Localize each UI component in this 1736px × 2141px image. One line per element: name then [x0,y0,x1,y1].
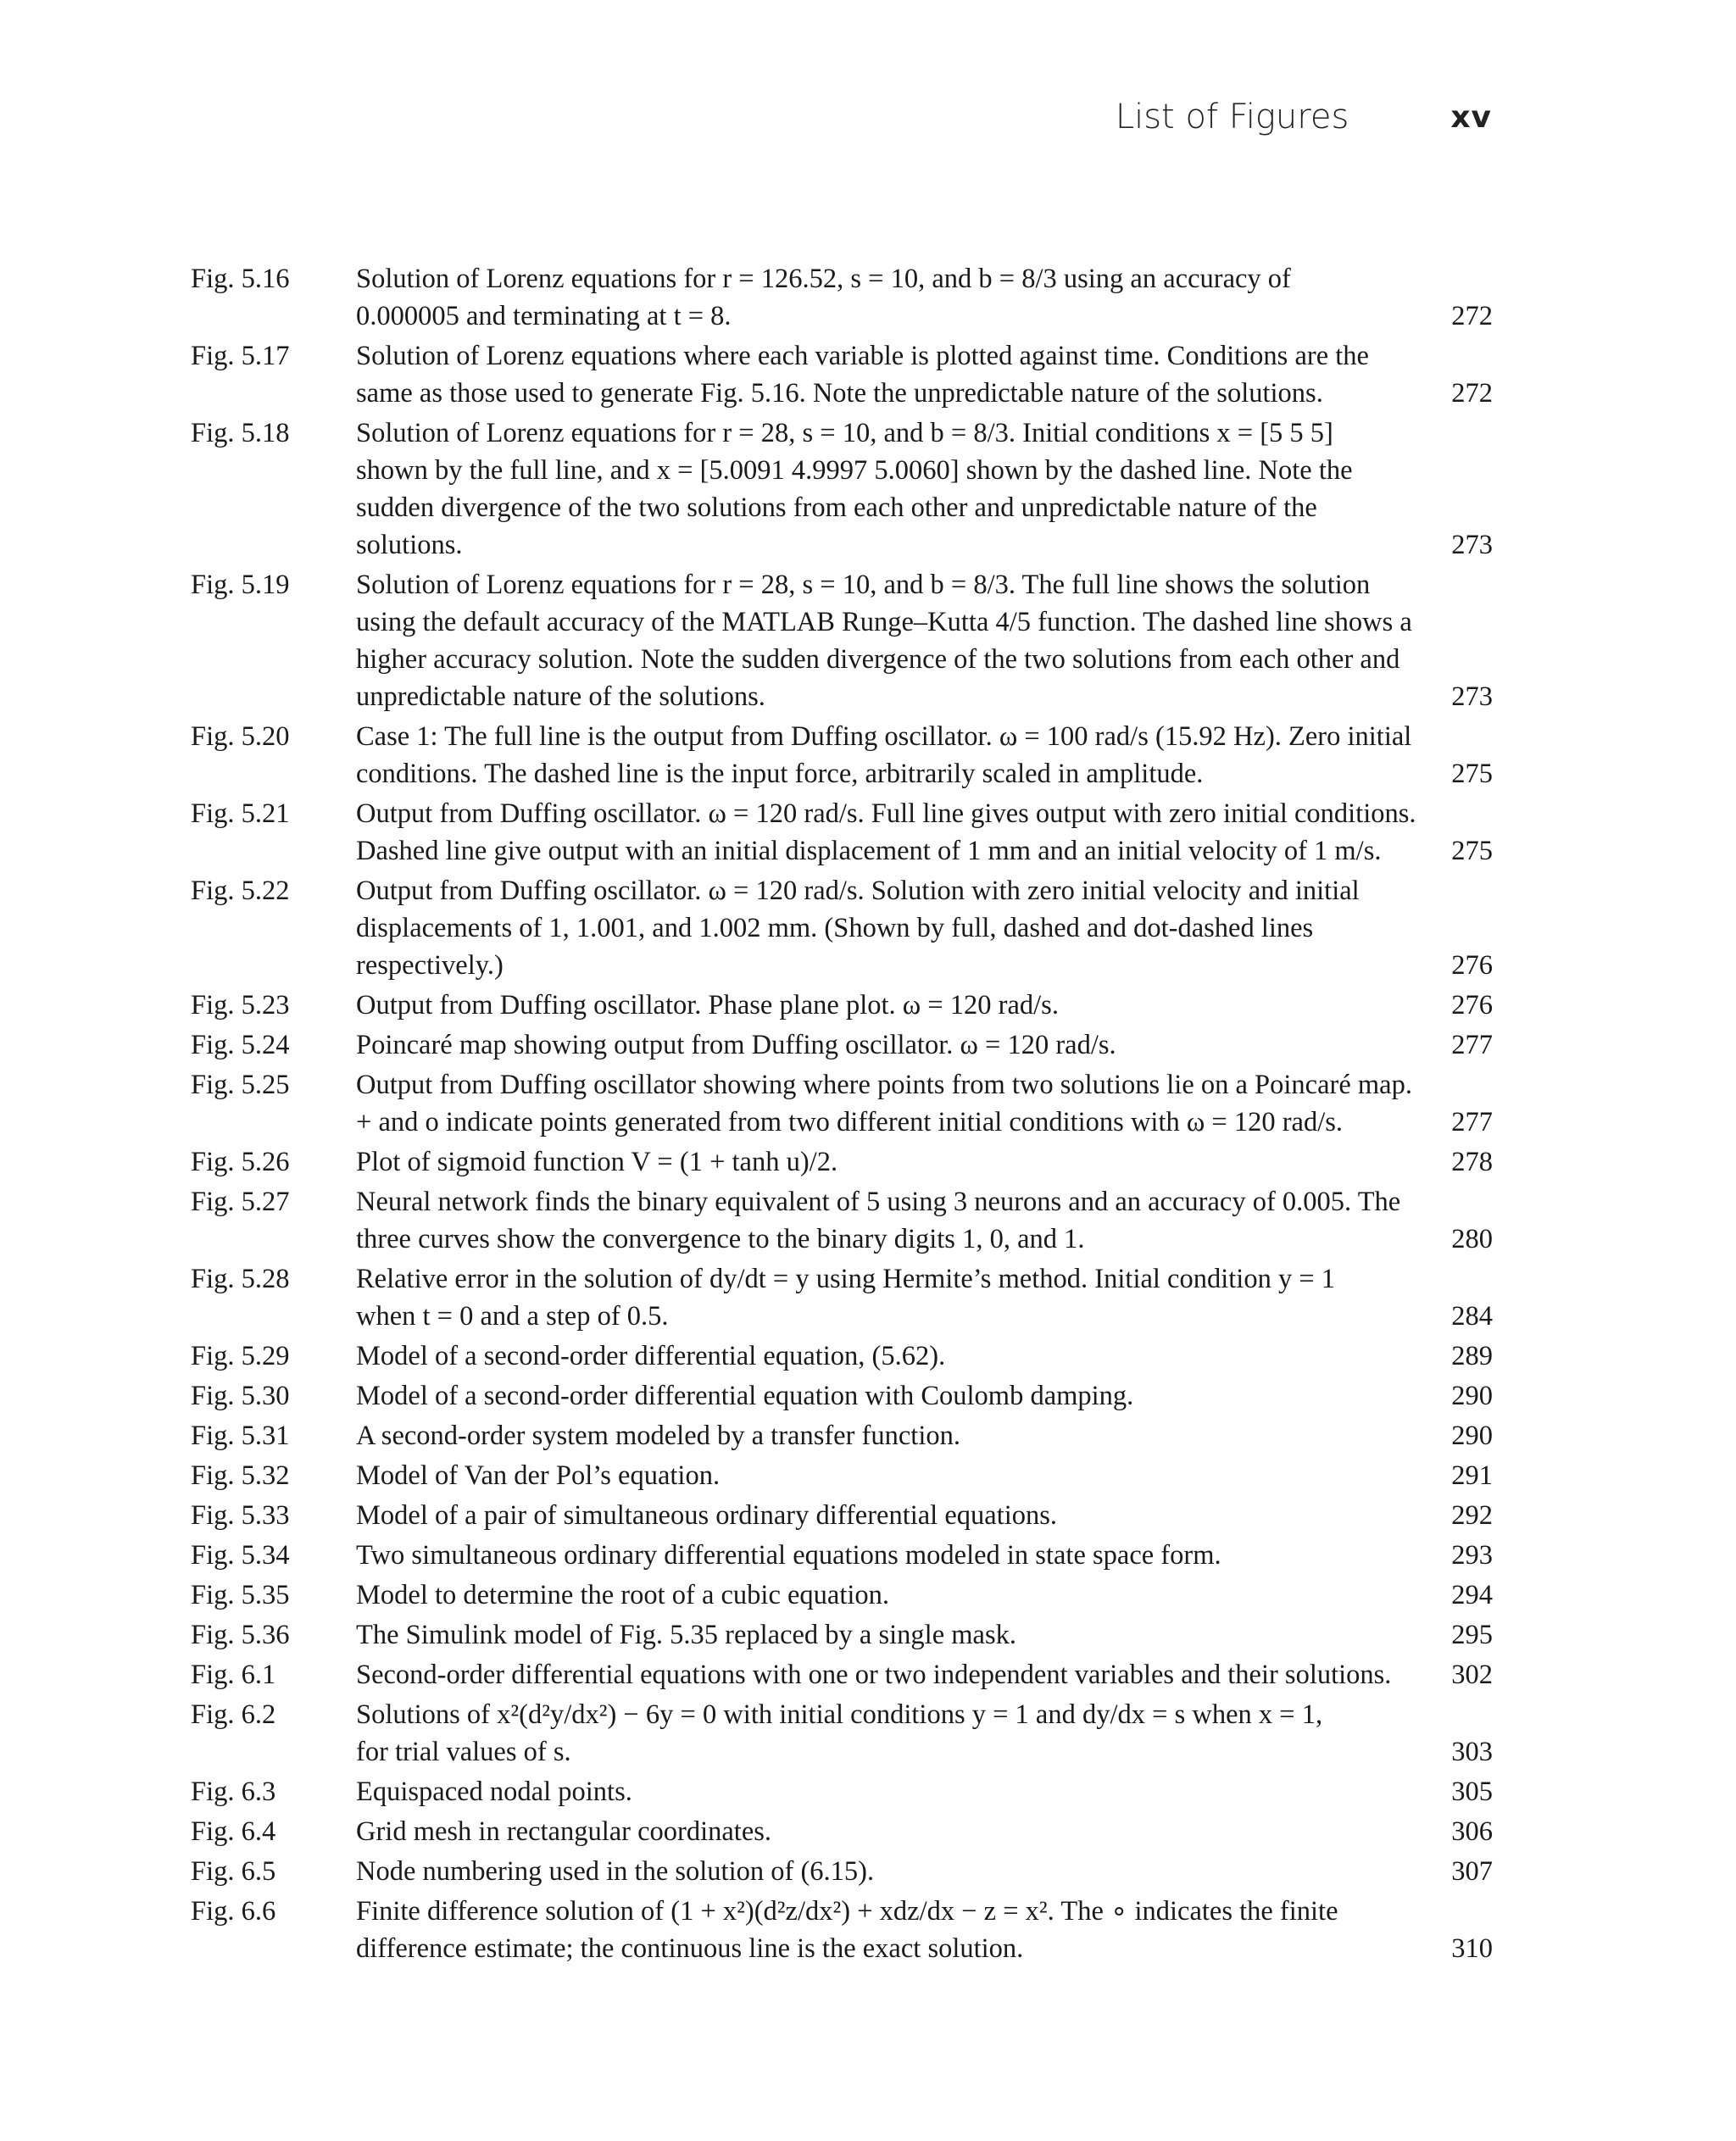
figure-entry [191,1377,1493,1415]
figure-entry [191,1337,1493,1375]
figure-caption [356,1026,1493,1064]
caption-text: Solutions of x²(d²y/dx²) − 6y = 0 with initial conditions y = 1 and dy/dx = s when x = 1, [356,1699,1323,1730]
figure-number: Fig. 5.25 [191,1070,290,1100]
figure-page-number[interactable]: 305 [1451,1777,1493,1807]
caption-text: Model of a second-order differential equation with Coulomb damping. [356,1381,1134,1411]
caption-line [356,1337,1493,1375]
caption-text: Dashed line give output with an initial displacement of 1 mm and an initial velocity of 1 m/s. [356,836,1382,866]
figure-entry [191,260,1493,335]
figure-caption [356,987,1493,1024]
figure-number: Fig. 5.36 [191,1620,290,1650]
figure-entry [191,1026,1493,1064]
figure-number: Fig. 5.26 [191,1147,290,1177]
caption-line [356,526,1493,564]
caption-text: Solution of Lorenz equations for r = 28, s = 10, and b = 8/3. The full line shows the solution [356,570,1371,600]
caption-text: Output from Duffing oscillator. Phase plane plot. ω = 120 rad/s. [356,990,1059,1020]
figure-entry [191,795,1493,870]
caption-text: higher accuracy solution. Note the sudden divergence of the two solutions from each other and [356,644,1400,675]
caption-text: Plot of sigmoid function V = (1 + tanh u)/2. [356,1147,838,1177]
figure-number: Fig. 6.3 [191,1777,276,1807]
figure-page-number[interactable]: 273 [1451,681,1493,712]
figure-number: Fig. 5.30 [191,1381,290,1411]
caption-text: Output from Duffing oscillator. ω = 120 rad/s. Full line gives output with zero initial conditions. [356,798,1416,829]
caption-line [356,909,1493,947]
figure-number: Fig. 5.19 [191,570,290,600]
caption-line [356,414,1493,452]
caption-line [356,1537,1493,1574]
caption-line [356,1696,1493,1733]
caption-text: Finite difference solution of (1 + x²)(d²z/dx²) + xdz/dx − z = x². The ∘ indicates the finite [356,1896,1338,1927]
caption-text: Two simultaneous ordinary differential equations modeled in state space form. [356,1540,1221,1571]
caption-text: Equispaced nodal points. [356,1777,632,1807]
figure-page-number[interactable]: 275 [1451,836,1493,866]
figure-caption [356,1656,1493,1693]
figure-page-number[interactable]: 289 [1451,1341,1493,1371]
figure-number: Fig. 5.20 [191,721,290,752]
caption-text: displacements of 1, 1.001, and 1.002 mm. (Shown by full, dashed and dot-dashed lines [356,913,1314,943]
figure-number: Fig. 5.27 [191,1187,290,1217]
figure-page-number[interactable]: 303 [1451,1737,1493,1767]
figure-page-number[interactable]: 293 [1451,1540,1493,1571]
figure-caption [356,566,1493,715]
figure-number: Fig. 5.23 [191,990,290,1020]
caption-text: Solution of Lorenz equations where each variable is plotted against time. Conditions are the [356,341,1369,371]
caption-text: Solution of Lorenz equations for r = 126.52, s = 10, and b = 8/3 using an accuracy of [356,264,1291,294]
figure-entry [191,1417,1493,1454]
caption-line [356,1457,1493,1494]
figure-entry [191,1260,1493,1335]
caption-line [356,1930,1493,1967]
figure-caption [356,1417,1493,1454]
figure-page-number[interactable]: 278 [1451,1147,1493,1177]
figure-number: Fig. 6.1 [191,1660,276,1690]
caption-text: Model of a pair of simultaneous ordinary differential equations. [356,1500,1058,1531]
caption-line [356,947,1493,984]
caption-line [356,375,1493,412]
caption-text: Output from Duffing oscillator. ω = 120 rad/s. Solution with zero initial velocity and initial [356,876,1360,906]
figure-caption [356,1696,1493,1771]
figure-entry [191,1577,1493,1614]
figure-page-number[interactable]: 272 [1451,378,1493,409]
caption-text: using the default accuracy of the MATLAB Runge–Kutta 4/5 function. The dashed line shows a [356,607,1412,637]
figure-caption [356,1260,1493,1335]
figure-caption [356,718,1493,792]
caption-line [356,872,1493,909]
page-number: xv [1450,99,1492,135]
figure-page-number[interactable]: 306 [1451,1816,1493,1847]
caption-line [356,1104,1493,1141]
figure-page-number[interactable]: 277 [1451,1107,1493,1137]
figure-entry [191,1813,1493,1850]
figure-caption [356,1377,1493,1415]
caption-line [356,1298,1493,1335]
figure-entry [191,414,1493,564]
figure-entry [191,1066,1493,1141]
caption-text: for trial values of s. [356,1737,571,1767]
caption-line [356,1656,1493,1693]
figure-number: Fig. 5.32 [191,1460,290,1491]
figure-entry [191,337,1493,412]
caption-text: unpredictable nature of the solutions. [356,681,765,712]
figure-number: Fig. 6.6 [191,1896,276,1927]
caption-line [356,603,1493,641]
caption-line [356,1893,1493,1930]
caption-line [356,1143,1493,1181]
caption-line [356,489,1493,526]
caption-text: three curves show the convergence to the binary digits 1, 0, and 1. [356,1224,1085,1254]
caption-text: A second-order system modeled by a transfer function. [356,1421,960,1451]
caption-text: same as those used to generate Fig. 5.16. Note the unpredictable nature of the solutions. [356,378,1323,409]
caption-line [356,260,1493,298]
figure-entry [191,718,1493,792]
figure-number: Fig. 5.21 [191,798,290,829]
caption-line [356,566,1493,603]
figure-page-number[interactable]: 280 [1451,1224,1493,1254]
figure-number: Fig. 5.16 [191,264,290,294]
figure-number: Fig. 5.24 [191,1030,290,1060]
figure-page-number[interactable]: 284 [1451,1301,1493,1332]
caption-text: respectively.) [356,950,504,981]
figure-page-number[interactable]: 275 [1451,759,1493,789]
figure-number: Fig. 5.22 [191,876,290,906]
figure-entry [191,1696,1493,1771]
running-head: List of Figures [1115,97,1349,136]
figure-caption [356,1457,1493,1494]
figure-page-number[interactable]: 273 [1451,530,1493,560]
figure-caption [356,260,1493,335]
caption-line [356,718,1493,755]
figure-entry [191,872,1493,984]
caption-line [356,1813,1493,1850]
figure-entry [191,1537,1493,1574]
figure-number: Fig. 6.2 [191,1699,276,1730]
caption-text: difference estimate; the continuous line is the exact solution. [356,1933,1024,1964]
caption-text: Neural network finds the binary equivalent of 5 using 3 neurons and an accuracy of 0.005. The [356,1187,1401,1217]
figure-page-number[interactable]: 290 [1451,1421,1493,1451]
caption-text: Case 1: The full line is the output from Duffing oscillator. ω = 100 rad/s (15.92 Hz). Zero initial [356,721,1412,752]
caption-line [356,678,1493,715]
caption-line [356,1773,1493,1810]
caption-text: 0.000005 and terminating at t = 8. [356,301,732,331]
caption-text: Output from Duffing oscillator showing where points from two solutions lie on a Poincaré map. [356,1070,1412,1100]
figure-caption [356,795,1493,870]
figure-page-number[interactable]: 272 [1451,301,1493,331]
caption-line [356,1616,1493,1654]
figure-caption [356,1616,1493,1654]
figure-number: Fig. 5.33 [191,1500,290,1531]
caption-line [356,1733,1493,1771]
figure-number: Fig. 5.17 [191,341,290,371]
figure-entry [191,1457,1493,1494]
figure-caption [356,1773,1493,1810]
caption-line [356,1066,1493,1104]
figure-entry [191,1183,1493,1258]
figure-number: Fig. 6.5 [191,1856,276,1887]
figure-page-number[interactable]: 310 [1451,1933,1493,1964]
caption-line [356,337,1493,375]
figure-page-number[interactable]: 277 [1451,1030,1493,1060]
caption-line [356,1183,1493,1221]
caption-line [356,1853,1493,1890]
figure-caption [356,1813,1493,1850]
caption-text: + and o indicate points generated from two different initial conditions with ω = 120 rad/s. [356,1107,1344,1137]
figure-caption [356,872,1493,984]
caption-text: sudden divergence of the two solutions from each other and unpredictable nature of the [356,492,1317,523]
caption-text: Solution of Lorenz equations for r = 28, s = 10, and b = 8/3. Initial conditions x = [5 5 5] [356,418,1333,448]
figure-entry [191,566,1493,715]
caption-text: Node numbering used in the solution of (6.15). [356,1856,875,1887]
caption-line [356,452,1493,489]
figure-entry [191,1893,1493,1967]
caption-text: shown by the full line, and x = [5.0091 4.9997 5.0060] shown by the dashed line. Note the [356,455,1353,486]
figure-number: Fig. 5.35 [191,1580,290,1610]
figure-number: Fig. 5.29 [191,1341,290,1371]
caption-text: Relative error in the solution of dy/dt = y using Hermite’s method. Initial condition y = 1 [356,1264,1336,1294]
caption-text: solutions. [356,530,463,560]
caption-text: Poincaré map showing output from Duffing oscillator. ω = 120 rad/s. [356,1030,1116,1060]
caption-text: Second-order differential equations with one or two independent variables and their solutions. [356,1660,1392,1690]
figure-caption [356,1337,1493,1375]
caption-line [356,1026,1493,1064]
caption-line [356,755,1493,792]
figure-caption [356,1537,1493,1574]
figure-page-number[interactable]: 302 [1451,1660,1493,1690]
caption-text: conditions. The dashed line is the input force, arbitrarily scaled in amplitude. [356,759,1204,789]
figure-entry [191,1656,1493,1693]
caption-line [356,795,1493,832]
figure-caption [356,1143,1493,1181]
caption-line [356,832,1493,870]
caption-line [356,1260,1493,1298]
caption-text: Model of a second-order differential equation, (5.62). [356,1341,946,1371]
figure-number: Fig. 5.31 [191,1421,290,1451]
figure-caption [356,337,1493,412]
figure-page-number[interactable]: 291 [1451,1460,1493,1491]
caption-text: Grid mesh in rectangular coordinates. [356,1816,772,1847]
figure-entry [191,1616,1493,1654]
caption-line [356,298,1493,335]
caption-line [356,1417,1493,1454]
caption-text: when t = 0 and a step of 0.5. [356,1301,669,1332]
figure-number: Fig. 5.34 [191,1540,290,1571]
caption-text: Model of Van der Pol’s equation. [356,1460,721,1491]
figure-page-number[interactable]: 307 [1451,1856,1493,1887]
figure-number: Fig. 6.4 [191,1816,276,1847]
figure-caption [356,1893,1493,1967]
figure-entry [191,1143,1493,1181]
caption-line [356,1221,1493,1258]
figure-page-number[interactable]: 292 [1451,1500,1493,1531]
caption-line [356,1377,1493,1415]
caption-text: Model to determine the root of a cubic equation. [356,1580,890,1610]
figure-caption [356,1497,1493,1534]
figure-list [191,260,1493,1970]
figure-caption [356,1066,1493,1141]
figure-page-number[interactable]: 295 [1451,1620,1493,1650]
caption-line [356,1497,1493,1534]
figure-entry [191,1497,1493,1534]
figure-caption [356,1853,1493,1890]
figure-caption [356,1577,1493,1614]
figure-entry [191,1773,1493,1810]
figure-caption [356,1183,1493,1258]
figure-entry [191,987,1493,1024]
figure-number: Fig. 5.18 [191,418,290,448]
figure-entry [191,1853,1493,1890]
figure-page-number[interactable]: 276 [1451,990,1493,1020]
caption-text: The Simulink model of Fig. 5.35 replaced by a single mask. [356,1620,1016,1650]
caption-line [356,641,1493,678]
figure-page-number[interactable]: 276 [1451,950,1493,981]
caption-line [356,987,1493,1024]
figure-number: Fig. 5.28 [191,1264,290,1294]
caption-line [356,1577,1493,1614]
figure-page-number[interactable]: 290 [1451,1381,1493,1411]
figure-page-number[interactable]: 294 [1451,1580,1493,1610]
figure-caption [356,414,1493,564]
page-header [0,92,1492,142]
